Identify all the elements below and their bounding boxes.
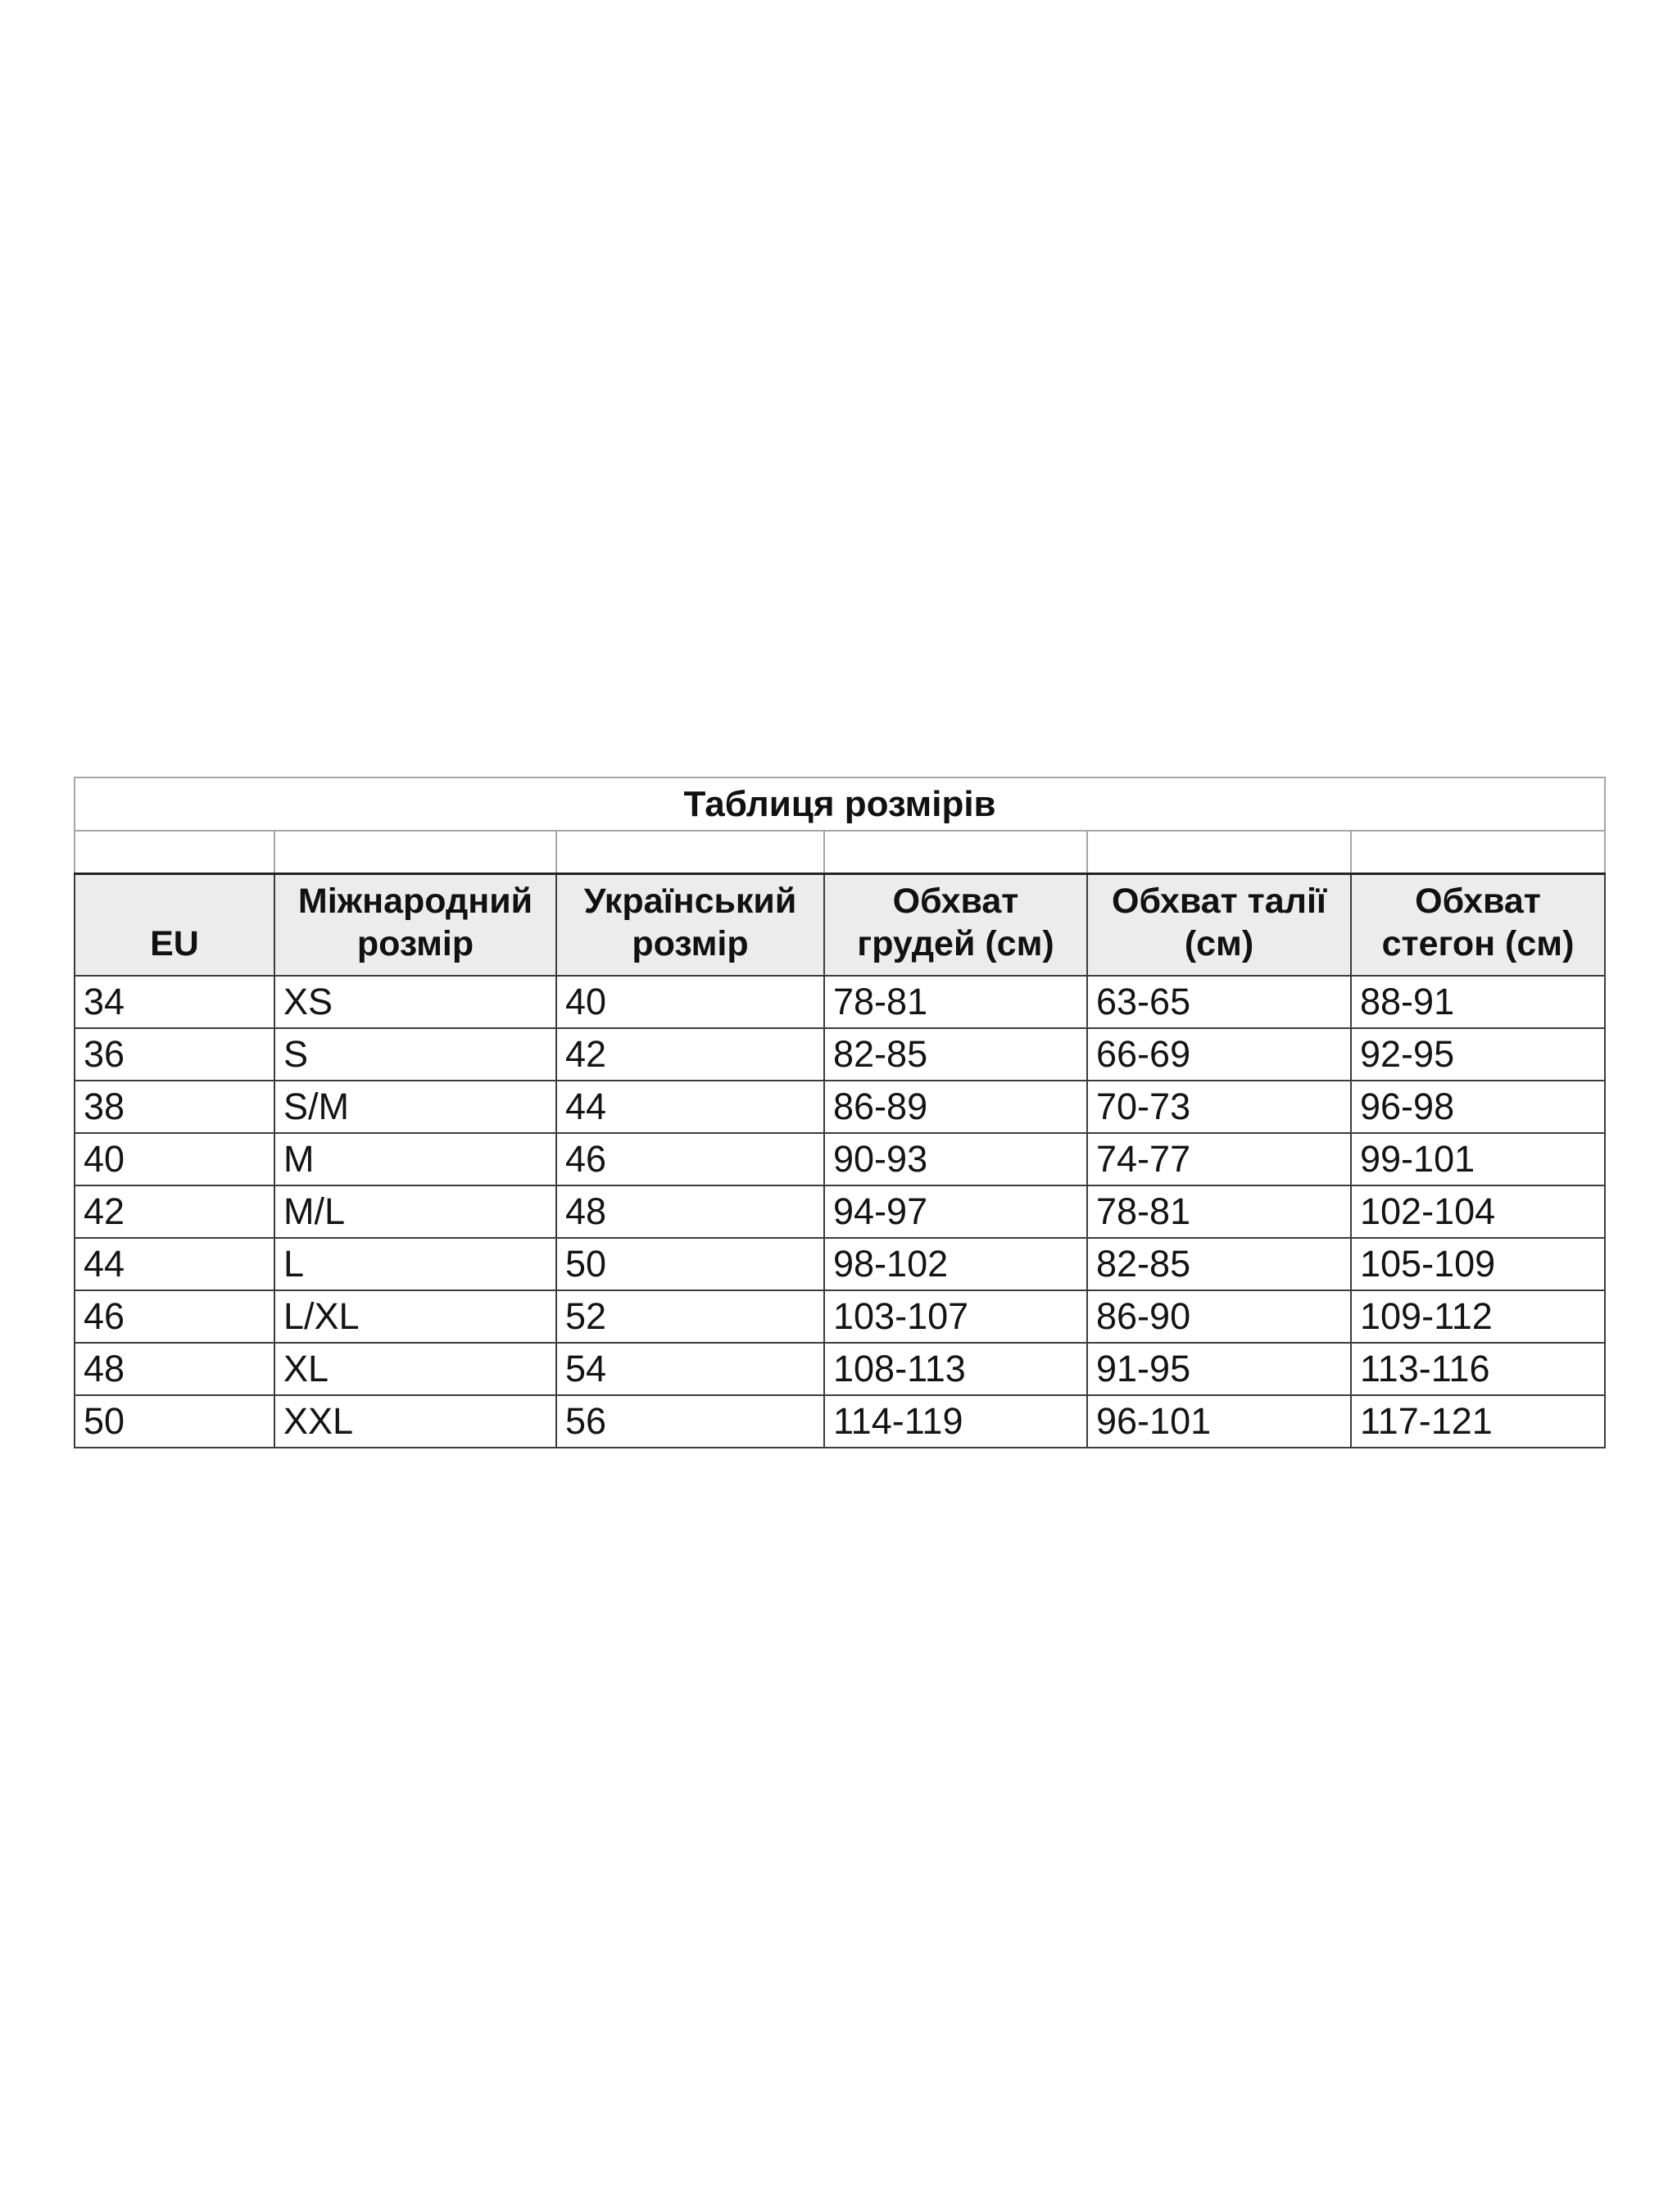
cell-waist: 96-101 xyxy=(1087,1395,1351,1448)
spacer-cell xyxy=(1087,831,1351,873)
spacer-cell xyxy=(824,831,1087,873)
cell-ukrainian: 44 xyxy=(556,1081,824,1133)
cell-waist: 63-65 xyxy=(1087,976,1351,1028)
cell-ukrainian: 42 xyxy=(556,1028,824,1081)
cell-ukrainian: 52 xyxy=(556,1290,824,1343)
cell-waist: 78-81 xyxy=(1087,1185,1351,1238)
cell-hips: 102-104 xyxy=(1351,1185,1605,1238)
cell-hips: 99-101 xyxy=(1351,1133,1605,1185)
cell-waist: 70-73 xyxy=(1087,1081,1351,1133)
spacer-row xyxy=(75,831,1605,873)
cell-eu: 46 xyxy=(75,1290,274,1343)
cell-ukrainian: 50 xyxy=(556,1238,824,1290)
cell-hips: 117-121 xyxy=(1351,1395,1605,1448)
table-row xyxy=(75,976,1605,1028)
cell-eu: 36 xyxy=(75,1028,274,1081)
cell-ukrainian: 46 xyxy=(556,1133,824,1185)
cell-chest: 78-81 xyxy=(824,976,1087,1028)
table-title: Таблиця розмірів xyxy=(75,777,1605,831)
cell-ukrainian: 56 xyxy=(556,1395,824,1448)
cell-eu: 40 xyxy=(75,1133,274,1185)
table-title-row xyxy=(75,777,1605,831)
table-row xyxy=(75,1395,1605,1448)
cell-hips: 113-116 xyxy=(1351,1343,1605,1395)
table-row xyxy=(75,1290,1605,1343)
spacer-cell xyxy=(556,831,824,873)
column-header-waist: Обхват талії (см) xyxy=(1087,873,1351,976)
cell-international: M/L xyxy=(274,1185,556,1238)
cell-ukrainian: 54 xyxy=(556,1343,824,1395)
spacer-cell xyxy=(75,831,274,873)
cell-ukrainian: 48 xyxy=(556,1185,824,1238)
cell-chest: 114-119 xyxy=(824,1395,1087,1448)
cell-chest: 94-97 xyxy=(824,1185,1087,1238)
table-row xyxy=(75,1238,1605,1290)
column-header-ukrainian-size: Український розмір xyxy=(556,873,824,976)
cell-international: XS xyxy=(274,976,556,1028)
column-header-hips: Обхват стегон (см) xyxy=(1351,873,1605,976)
header-row xyxy=(75,873,1605,976)
cell-waist: 82-85 xyxy=(1087,1238,1351,1290)
spacer-cell xyxy=(1351,831,1605,873)
cell-ukrainian: 40 xyxy=(556,976,824,1028)
cell-eu: 50 xyxy=(75,1395,274,1448)
cell-eu: 42 xyxy=(75,1185,274,1238)
cell-chest: 86-89 xyxy=(824,1081,1087,1133)
table-row xyxy=(75,1133,1605,1185)
cell-international: XL xyxy=(274,1343,556,1395)
cell-hips: 109-112 xyxy=(1351,1290,1605,1343)
cell-chest: 98-102 xyxy=(824,1238,1087,1290)
cell-hips: 96-98 xyxy=(1351,1081,1605,1133)
cell-hips: 92-95 xyxy=(1351,1028,1605,1081)
cell-hips: 105-109 xyxy=(1351,1238,1605,1290)
cell-chest: 103-107 xyxy=(824,1290,1087,1343)
cell-eu: 38 xyxy=(75,1081,274,1133)
column-header-eu: EU xyxy=(75,873,274,976)
cell-international: S/M xyxy=(274,1081,556,1133)
cell-international: S xyxy=(274,1028,556,1081)
cell-waist: 74-77 xyxy=(1087,1133,1351,1185)
spacer-cell xyxy=(274,831,556,873)
cell-chest: 108-113 xyxy=(824,1343,1087,1395)
table-row xyxy=(75,1185,1605,1238)
cell-eu: 48 xyxy=(75,1343,274,1395)
cell-waist: 91-95 xyxy=(1087,1343,1351,1395)
cell-hips: 88-91 xyxy=(1351,976,1605,1028)
size-table xyxy=(74,777,1606,1448)
cell-eu: 34 xyxy=(75,976,274,1028)
column-header-chest: Обхват грудей (см) xyxy=(824,873,1087,976)
cell-international: M xyxy=(274,1133,556,1185)
size-chart xyxy=(74,777,1606,1448)
cell-waist: 86-90 xyxy=(1087,1290,1351,1343)
column-header-international-size: Міжнародний розмір xyxy=(274,873,556,976)
cell-chest: 90-93 xyxy=(824,1133,1087,1185)
cell-eu: 44 xyxy=(75,1238,274,1290)
table-row xyxy=(75,1081,1605,1133)
table-row xyxy=(75,1028,1605,1081)
cell-international: L xyxy=(274,1238,556,1290)
cell-international: L/XL xyxy=(274,1290,556,1343)
cell-waist: 66-69 xyxy=(1087,1028,1351,1081)
cell-international: XXL xyxy=(274,1395,556,1448)
table-row xyxy=(75,1343,1605,1395)
cell-chest: 82-85 xyxy=(824,1028,1087,1081)
